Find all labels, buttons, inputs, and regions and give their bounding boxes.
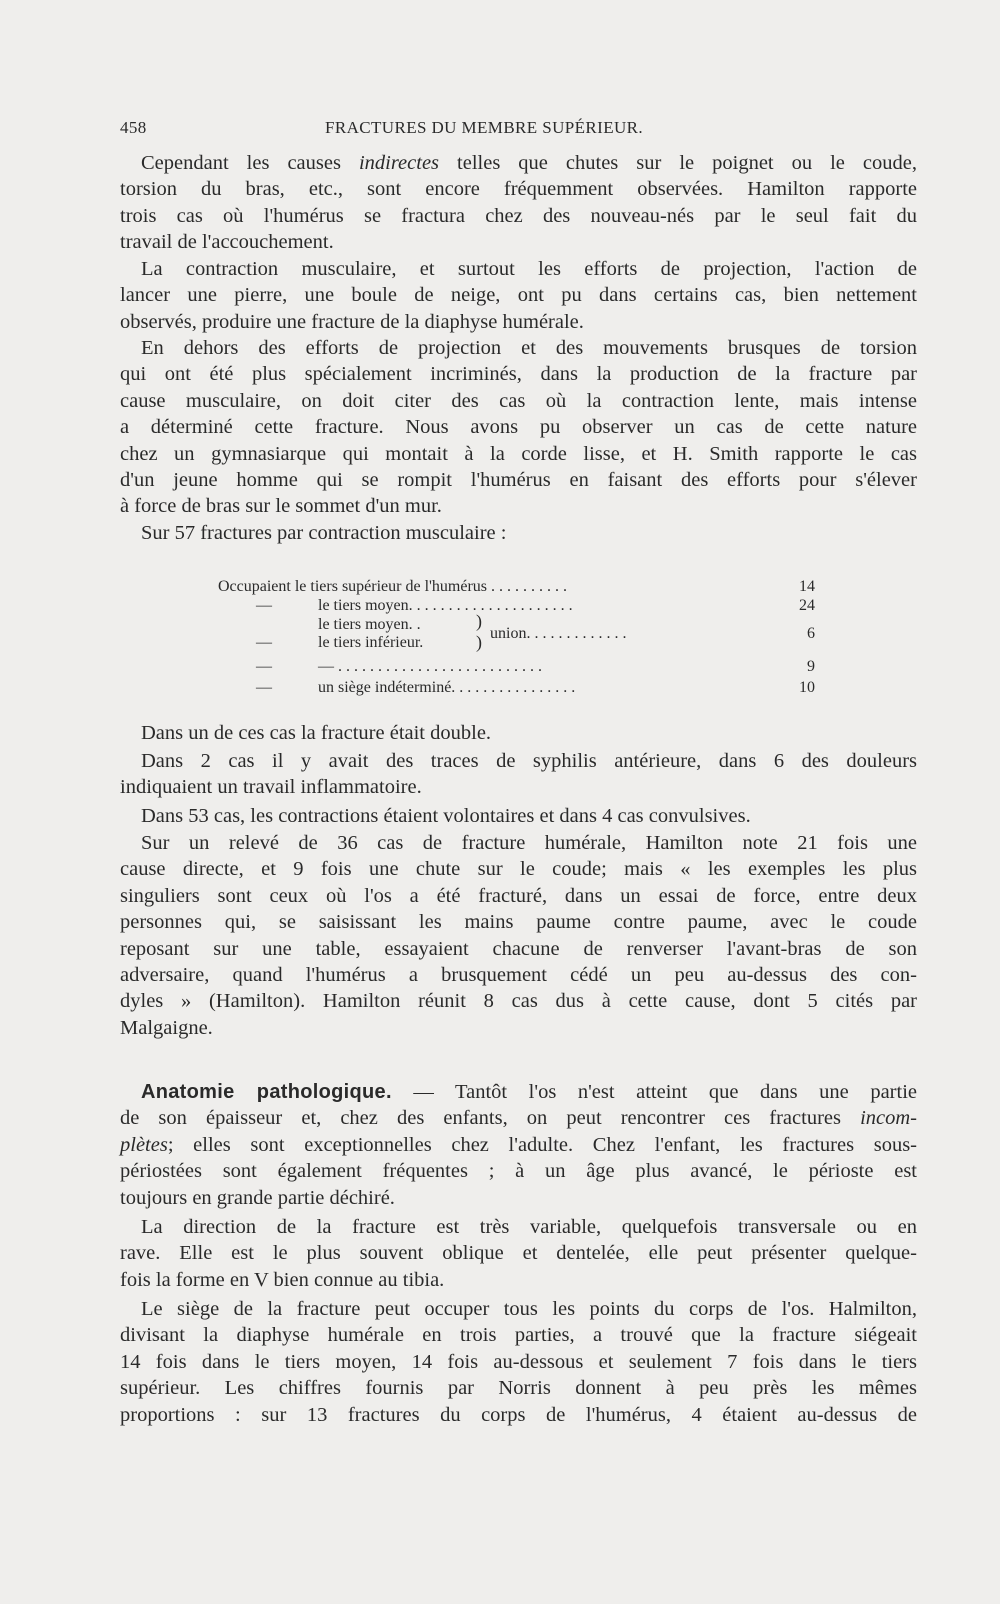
paragraph-hamilton-releve: Sur un relevé de 36 cas de fracture humérale, Hamilton note 21 fois une cause directe, et 9 fois une chute sur le coude; mais « les exemples les plus singuliers sont ceux où l'os a été fracturé, dans un essai de force, entre deux personnes qui, se saisissant les mains paume contre paume, avec le coude reposant sur une table, essayaient chacune de renverser l'avant-bras de son adversaire, quand l'humérus a brusquement cédé un peu au-dessus des con- dyles » (Hamilton). Hamilton réunit 8 cas dus à cette cause, dont 5 cités par Malgaigne.: [120, 832, 917, 1039]
paragraph-double-fracture: Dans un de ces cas la fracture était double.: [141, 722, 492, 744]
paragraph-direction: La direction de la fracture est très variable, quelquefois transversale ou en rave. Elle est le plus souvent oblique et dentelée, elle peut présenter quelque- fois la forme en V bien connue au tibia.: [120, 1216, 917, 1291]
union-row: union. . . . . . . . . . . . .: [490, 625, 627, 642]
book-page: 458 FRACTURES DU MEMBRE SUPÉRIEUR. Cependant les causes indirectes telles que chutes sur le poignet ou le coude, torsion du bras, etc., sont encore fréquemment observées. Hamilton rapporte trois cas où l'humérus se fractura chez des nouveau-nés par le seul fait du travail de l'accouchement. La contraction musculaire, et surtout les efforts de projection, l'action de lancer une pierre, une boule de neige, ont pu dans certains cas, bien nettement observés, produire une fracture de la diaphyse humérale. En dehors des efforts de projection et des mouvements brusques de torsion qui ont été plus spécialement incriminés, dans la production de la fracture par cause musculaire, on doit citer des cas où la contraction lente, mais intense a déterminé cette fracture. Nous avons pu observer un cas de cette nature chez un gymnasiarque qui montait à la corde lisse, et H. Smith rapporte le cas d'un jeune homme qui se rompit l'humérus en faisant des efforts pour s'élever à force de bras sur le sommet d'un mur. Sur 57 fractures par contraction musculaire : Occupaient le tiers supérieur de l'humérus . . . . . . . . . . 14 — le tiers moyen. . . . . . . . . . . . . . . . . . . . . 24 le tiers moyen. . — le tiers inférieur. ) ) union. . . . . . . . . . . . . 6 — — . . . . . . . . . . . . . . . . . . . . . . . . . . 9 — un siège indéterminé. . . . . . . . . . . . . . . . 10 Dans un de ces cas la fracture était double. Dans 2 cas il y avait des traces de syphilis antérieure, dans 6 des douleurs indiquaient un travail inflammatoire. Dans 53 cas, les contractions étaient volontaires et dans 4 cas convulsives. Sur un relevé de 36 cas de fracture humérale, Hamilton note 21 fois une cause directe, et 9 fois une chute sur le coude; mais « les exemples les plus singuliers sont ceux où l'os a été fracturé, dans un essai de force, entre deux personnes qui, se saisissant les mains paume contre paume, avec le coude reposant sur une table, essayaient chacune de renverser l'avant-bras de son adversaire, quand l'humérus a brusquement cédé un peu au-dessus des con- dyles » (Hamilton). Hamilton réunit 8 cas dus à cette cause, dont 5 cités par Malgaigne. Anatomie pathologique. — Tantôt l'os n'est atteint que dans une partie de son épaisseur et, chez des enfants, on peut rencontrer ces fractures incom- plètes; elles sont exceptionnelles chez l'adulte. Chez l'enfant, les fractures sous- périostées sont également fréquentes ; à un âge plus avancé, le périoste est toujours en grande partie déchiré. La direction de la fracture est très variable, quelquefois transversale ou en rave. Elle est le plus souvent oblique et dentelée, elle peut présenter quelque- fois la forme en V bien connue au tibia. Le siège de la fracture peut occuper tous les points du corps de l'os. Halmilton, divisant la diaphyse humérale en trois parties, a trouvé que la fracture siégeait 14 fois dans le tiers moyen, 14 fois au-dessous et seulement 7 fois dans le tiers supérieur. Les chiffres fournis par Norris donnent à peu près les mêmes proportions : sur 13 fractures du corps de l'humérus, 4 étaient au-dessus de: [0, 0, 1000, 1604]
paragraph-causes-indirectes: Cependant les causes indirectes telles que chutes sur le poignet ou le coude, torsion du bras, etc., sont encore fréquemment observées. Hamilton rapporte trois cas où l'humérus se fractura chez des nouveau-nés par le seul fait du travail de l'accouchement.: [120, 152, 917, 254]
paragraph-volontaires: Dans 53 cas, les contractions étaient volontaires et dans 4 cas convulsives.: [141, 805, 751, 827]
page-number: 458: [120, 118, 147, 137]
paragraph-siege: Le siège de la fracture peut occuper tous les points du corps de l'os. Halmilton, divisant la diaphyse humérale en trois parties, a trouvé que la fracture siégeait 14 fois dans le tiers moyen, 14 fois au-dessous et seulement 7 fois dans le tiers supérieur. Les chiffres fournis par Norris donnent à peu près les mêmes proportions : sur 13 fractures du corps de l'humérus, 4 étaient au-dessus de: [120, 1298, 917, 1426]
brace-right: ) ): [476, 611, 482, 652]
paragraph-statistics-intro: Sur 57 fractures par contraction musculaire :: [141, 522, 507, 544]
paragraph-contraction-musculaire: La contraction musculaire, et surtout les efforts de projection, l'action de lancer une pierre, une boule de neige, ont pu dans certains cas, bien nettement observés, produire une fracture de la diaphyse humérale.: [120, 258, 917, 333]
paragraph-efforts-projection: En dehors des efforts de projection et des mouvements brusques de torsion qui ont été plus spécialement incriminés, dans la production de la fracture par cause musculaire, on doit citer des cas où la contraction lente, mais intense a déterminé cette fracture. Nous avons pu observer un cas de cette nature chez un gymnasiarque qui montait à la corde lisse, et H. Smith rapporte le cas d'un jeune homme qui se rompit l'humérus en faisant des efforts pour s'élever à force de bras sur le sommet d'un mur.: [120, 337, 917, 518]
section-anatomie-pathologique: Anatomie pathologique. — Tantôt l'os n'est atteint que dans une partie de son épaisseur et, chez des enfants, on peut rencontrer ces fractures incom- plètes; elles sont exceptionnelles chez l'adulte. Chez l'enfant, les fractures sous- périostées sont également fréquentes ; à un âge plus avancé, le périoste est toujours en grande partie déchiré.: [120, 1081, 918, 1209]
running-title: FRACTURES DU MEMBRE SUPÉRIEUR.: [325, 118, 644, 137]
paragraph-syphilis: Dans 2 cas il y avait des traces de syphilis antérieure, dans 6 des douleurs indiquaient un travail inflammatoire.: [120, 750, 917, 799]
section-heading: Anatomie pathologique.: [141, 1081, 392, 1103]
